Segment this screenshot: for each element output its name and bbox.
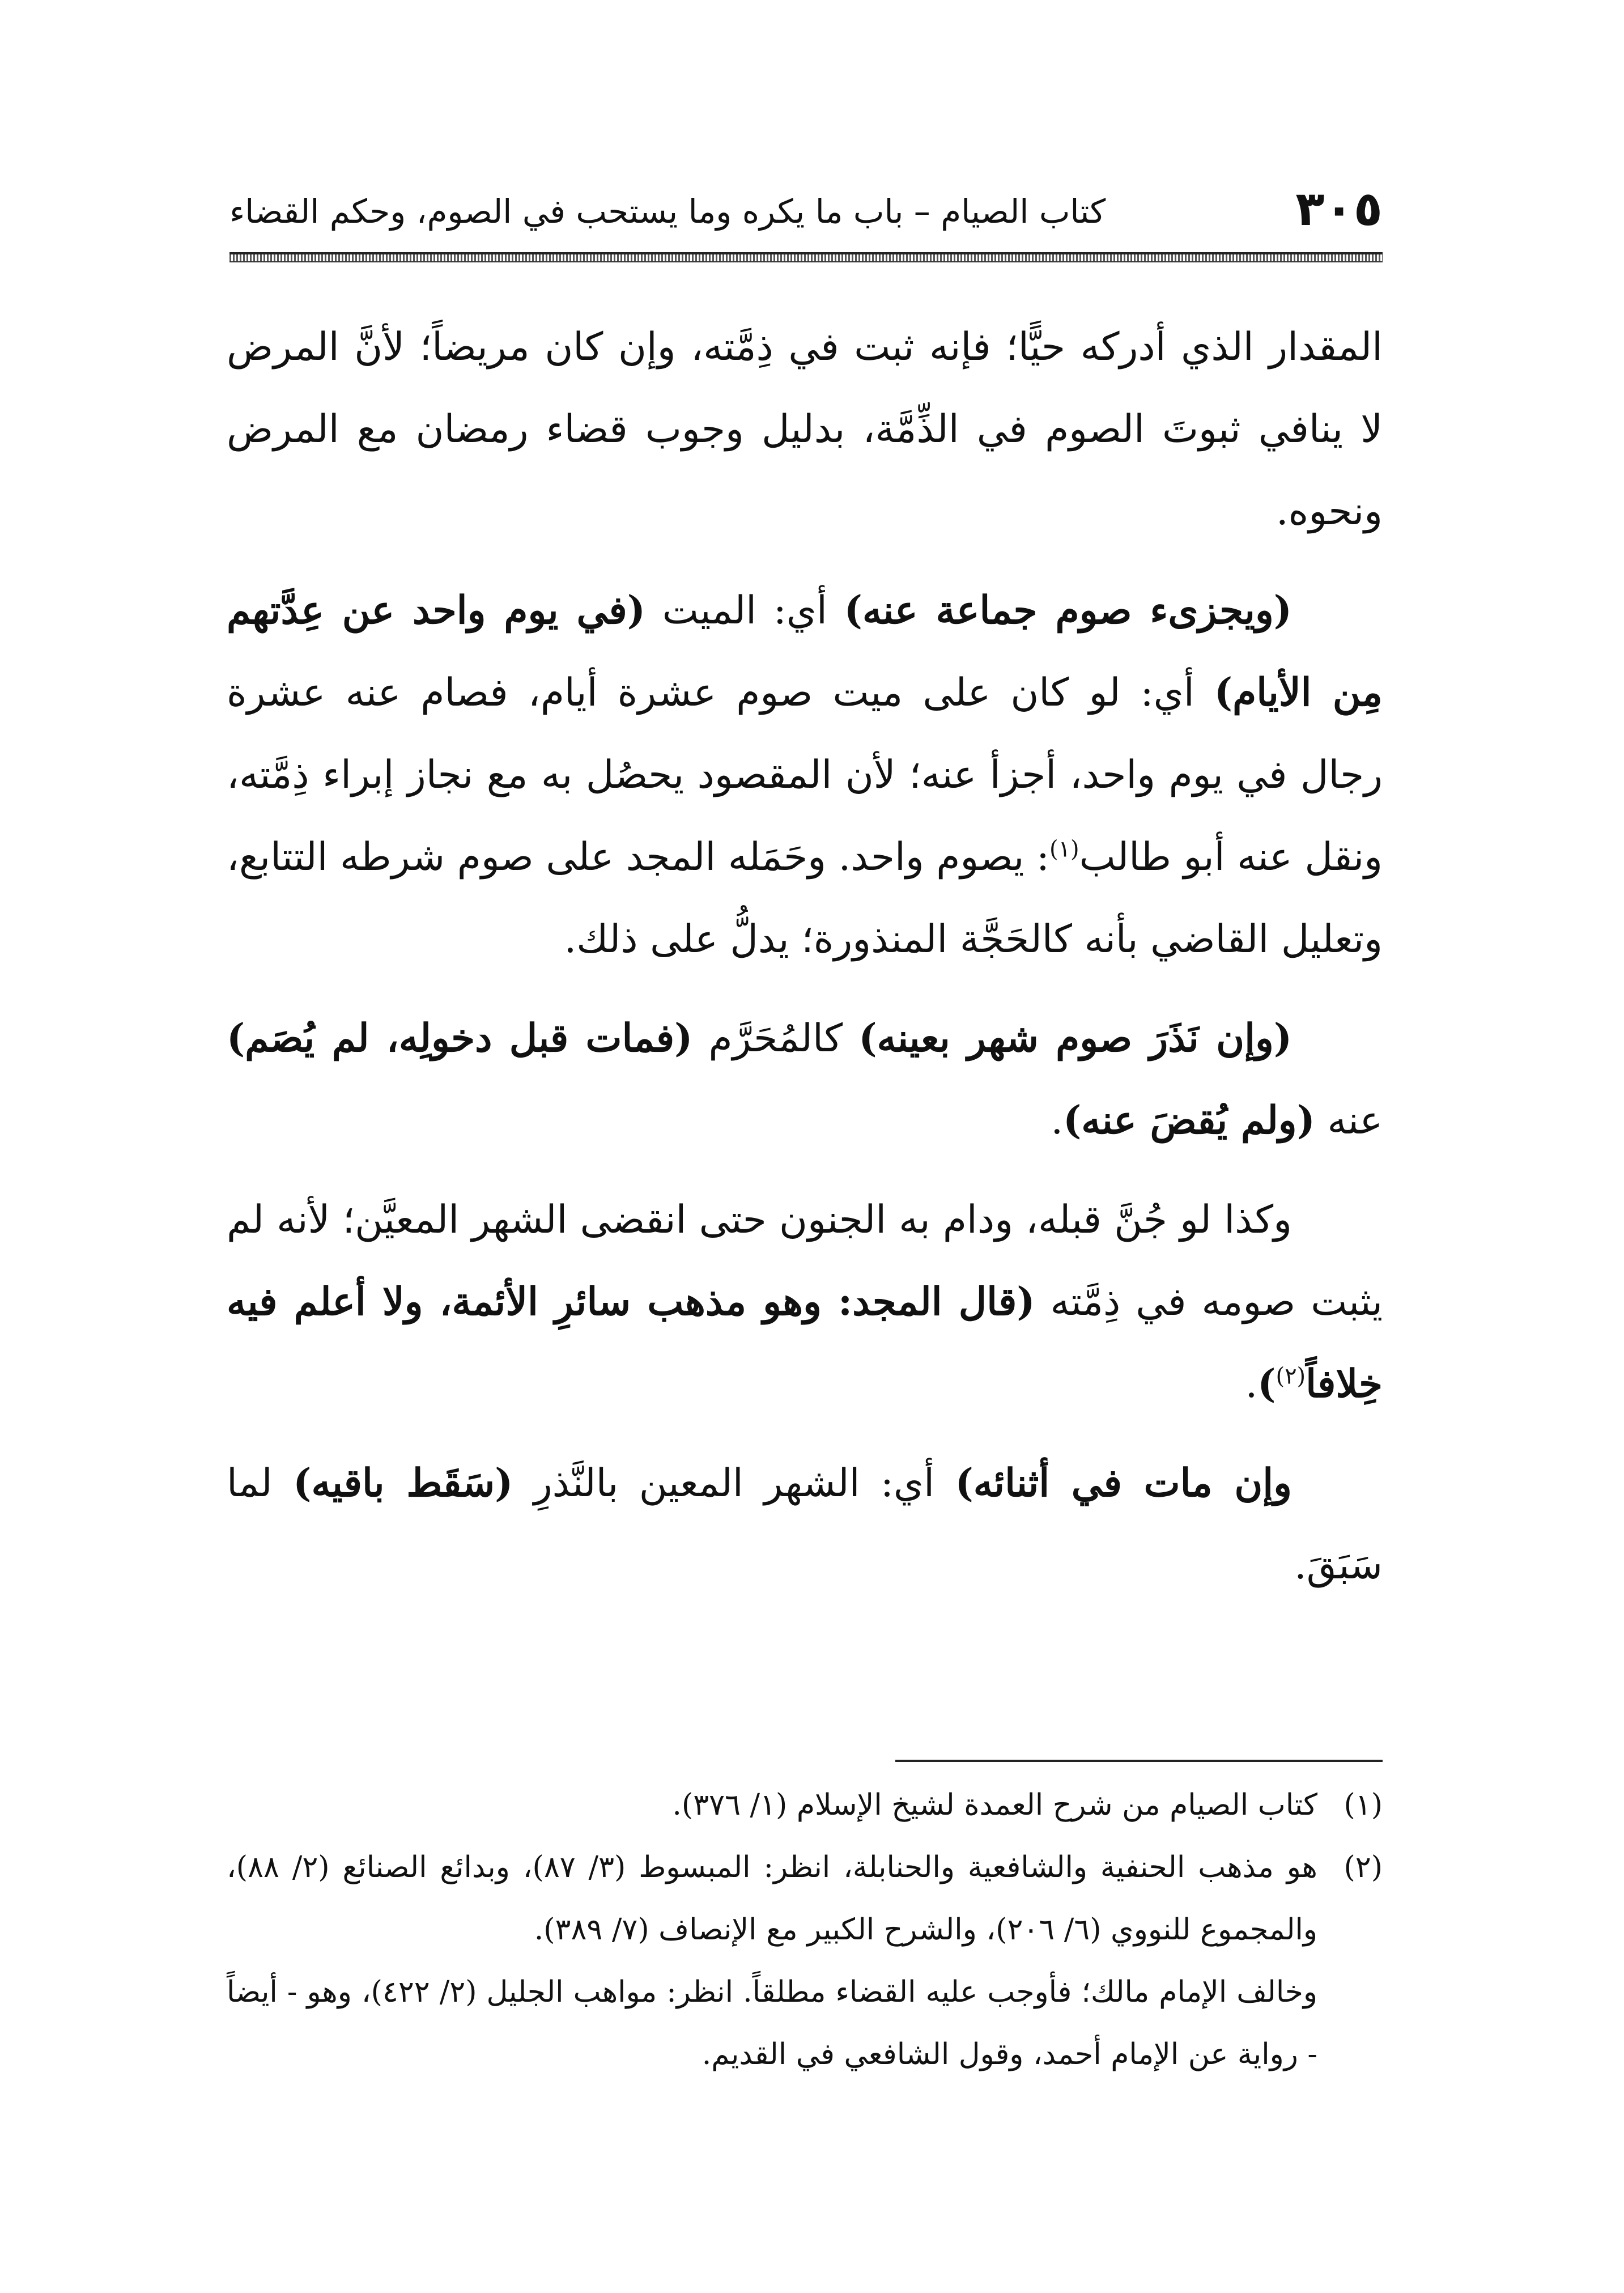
paragraph-text: . (1245, 1362, 1258, 1407)
paragraph-text: لما سَبَقَ. (227, 1461, 1383, 1588)
header-divider (229, 252, 1383, 262)
footnote-number: (٢) (1344, 1850, 1383, 1884)
running-title: كتاب الصيام – باب ما يكره وما يستحب في الصوم، وحكم القضاء (229, 192, 1106, 231)
footnote-text: هو مذهب الحنفية والشافعية والحنابلة، انظر: المبسوط (٣/ ٨٧)، وبدائع الصنائع (٢/ ٨٨)، والمجموع للنووي (٦/ ٢٠٦)، والشرح الكبير مع الإنصاف (٧/ ٣٨٩). (227, 1850, 1317, 1947)
footnotes (227, 1774, 1383, 2086)
paragraph-2 (227, 570, 1383, 980)
paragraph-text: عنه (1315, 1098, 1383, 1143)
paragraph-text: أي: لو كان على ميت صوم عشرة أيام، فصام عنه عشرة رجال في يوم واحد، أجزأ عنه؛ لأن المقصود يحصُل به مع نجاز إبراء ذِمَّته، ونقل عنه أبو طالب (227, 670, 1383, 880)
paragraph-text: . (1051, 1098, 1064, 1143)
footnote-text: كتاب الصيام من شرح العمدة لشيخ الإسلام (١/ ٣٧٦). (672, 1788, 1317, 1822)
paragraph-1 (227, 306, 1383, 553)
paragraph-text: أي: الميت (645, 588, 844, 633)
paragraph-text: وكذا لو جُنَّ قبله، ودام به الجنون حتى انقضى الشهر المعيَّن؛ لأنه لم يثبت صومه في ذِمَّته (227, 1198, 1383, 1324)
footnote-number: (١) (1344, 1788, 1383, 1822)
footnote-text: وخالف الإمام مالك؛ فأوجب عليه القضاء مطلقاً. انظر: مواهب الجليل (٢/ ٤٢٢)، وهو - أيضاً - رواية عن الإمام أحمد، وقول الشافعي في القديم. (227, 1975, 1317, 2071)
footnote-divider (895, 1760, 1383, 1762)
paragraph-5 (227, 1442, 1383, 1607)
paragraph-text: : يصوم واحد. وحَمَله المجد على صوم شرطه التتابع، وتعليل القاضي بأنه كالحَجَّة المنذورة؛ يدلُّ على ذلك. (227, 835, 1383, 962)
bold-phrase: (ولم يُقضَ عنه) (1063, 1098, 1315, 1143)
footnote-2 (227, 1836, 1383, 1961)
paragraph-4 (227, 1179, 1383, 1425)
bold-phrase: (قال المجد: وهو مذهب سائرِ الأئمة، ولا أعلم فيه خِلافاً (227, 1279, 1383, 1407)
bold-phrase: (في يوم واحد عن عِدَّتهم مِن الأيام) (227, 588, 1383, 715)
footnote-ref-1[interactable]: (١) (1049, 836, 1079, 863)
bold-phrase: وإن مات في أثنائه) (955, 1460, 1292, 1506)
bold-phrase: ) (1257, 1361, 1276, 1407)
page-number: ٣٠٥ (1295, 181, 1383, 236)
footnote-1 (227, 1774, 1383, 1836)
footnote-ref-2[interactable]: (٢) (1276, 1363, 1306, 1390)
bold-phrase: (سَقَط باقيه) (293, 1460, 513, 1506)
page-header (229, 170, 1383, 255)
bold-phrase: (فمات قبل دخولِه، لم يُصَم) (227, 1016, 693, 1061)
paragraph-3 (227, 997, 1383, 1162)
bold-phrase: (وإن نَذَرَ صوم شهر بعينه) (858, 1016, 1292, 1061)
paragraph-text: كالمُحَرَّم (692, 1016, 859, 1061)
footnote-2-continued (227, 1961, 1383, 2086)
bold-phrase: (ويجزىء صوم جماعة عنه) (844, 588, 1292, 633)
paragraph-text: المقدار الذي أدركه حيًّا؛ فإنه ثبت في ذِمَّته، وإن كان مريضاً؛ لأنَّ المرض لا ينافي ثبوتَ الصوم في الذِّمَّة، بدليل وجوب قضاء رمضان مع المرض ونحوه. (227, 325, 1383, 534)
paragraph-text: أي: الشهر المعين بالنَّذرِ (513, 1461, 955, 1506)
main-text (227, 306, 1383, 1624)
